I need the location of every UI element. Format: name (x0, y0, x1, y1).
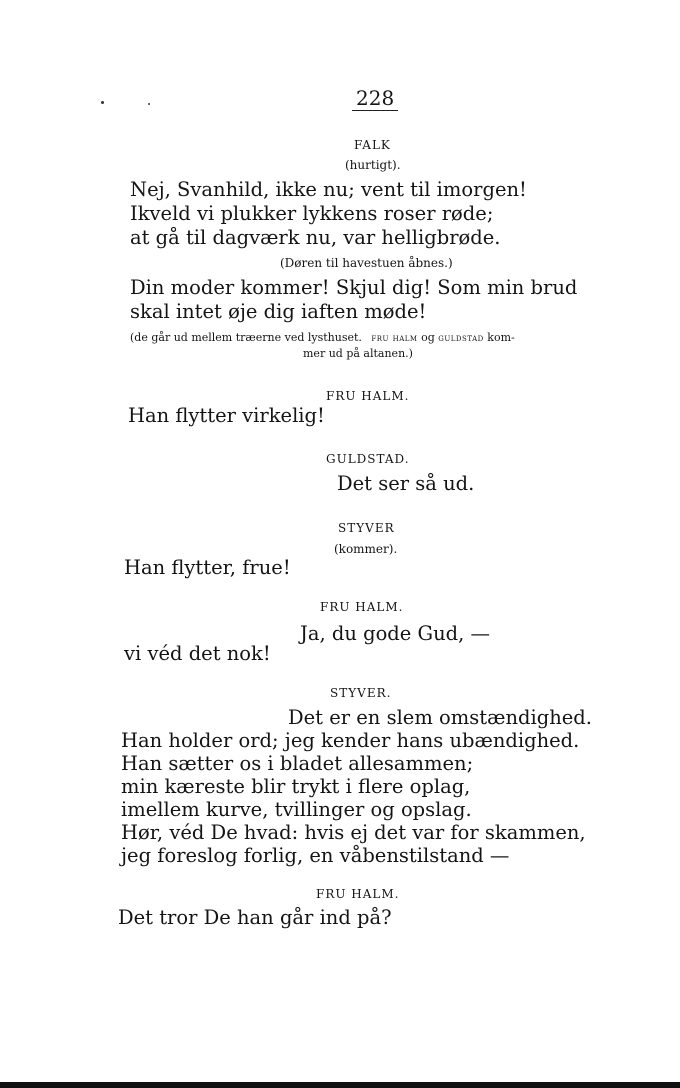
verse-line: jeg foreslog forlig, en våbenstilstand — (121, 844, 510, 867)
verse-line: vi véd det nok! (124, 642, 271, 665)
verse-line: min kæreste blir trykt i flere oplag, (121, 775, 471, 798)
verse-line: Det ser så ud. (337, 472, 475, 495)
verse-line: Ikveld vi plukker lykkens roser røde; (130, 202, 494, 225)
speaker-label: GULDSTAD. (326, 452, 410, 466)
verse-line: Nej, Svanhild, ikke nu; vent til imorgen! (130, 178, 527, 201)
speaker-label: FALK (354, 138, 391, 152)
page-number: 228 (356, 86, 395, 110)
speaker-label: FRU HALM. (316, 887, 400, 901)
stage-direction: (kommer). (334, 542, 398, 556)
verse-line: at gå til dagværk nu, var helligbrøde. (130, 226, 501, 249)
verse-line: Din moder kommer! Skjul dig! Som min brud (130, 276, 578, 299)
stage-direction (130, 331, 515, 344)
stage-direction: (hurtigt). (345, 158, 401, 172)
stage-direction-text: kom- (487, 331, 515, 344)
verse-line: Ja, du gode Gud, — (300, 622, 491, 645)
stage-direction-text: og (421, 331, 435, 344)
speaker-label: STYVER (338, 521, 395, 535)
scan-bottom-edge (0, 1082, 680, 1088)
margin-speck (148, 103, 150, 105)
speaker-label: STYVER. (330, 686, 392, 700)
verse-line: Det tror De han går ind på? (118, 906, 392, 929)
verse-line: Han holder ord; jeg kender hans ubændighed. (121, 729, 580, 752)
verse-line: Det er en slem omstændighed. (288, 706, 592, 729)
verse-line: Hør, véd De hvad: hvis ej det var for skammen, (121, 821, 586, 844)
verse-line: skal intet øje dig iaften møde! (130, 300, 427, 323)
verse-line: imellem kurve, tvillinger og opslag. (121, 798, 472, 821)
margin-speck (101, 101, 104, 104)
stage-direction: (Døren til havestuen åbnes.) (280, 256, 453, 270)
verse-line: Han flytter virkelig! (128, 404, 325, 427)
stage-direction: mer ud på altanen.) (303, 347, 413, 360)
page-number-underline (352, 110, 398, 111)
speaker-label: FRU HALM. (320, 600, 404, 614)
verse-line: Han flytter, frue! (124, 556, 291, 579)
stage-direction-text: (de går ud mellem træerne ved lysthuset. (130, 331, 362, 344)
character-name: fru halm (371, 333, 418, 344)
speaker-label: FRU HALM. (326, 389, 410, 403)
verse-line: Han sætter os i bladet allesammen; (121, 752, 474, 775)
character-name: guldstad (438, 333, 484, 344)
